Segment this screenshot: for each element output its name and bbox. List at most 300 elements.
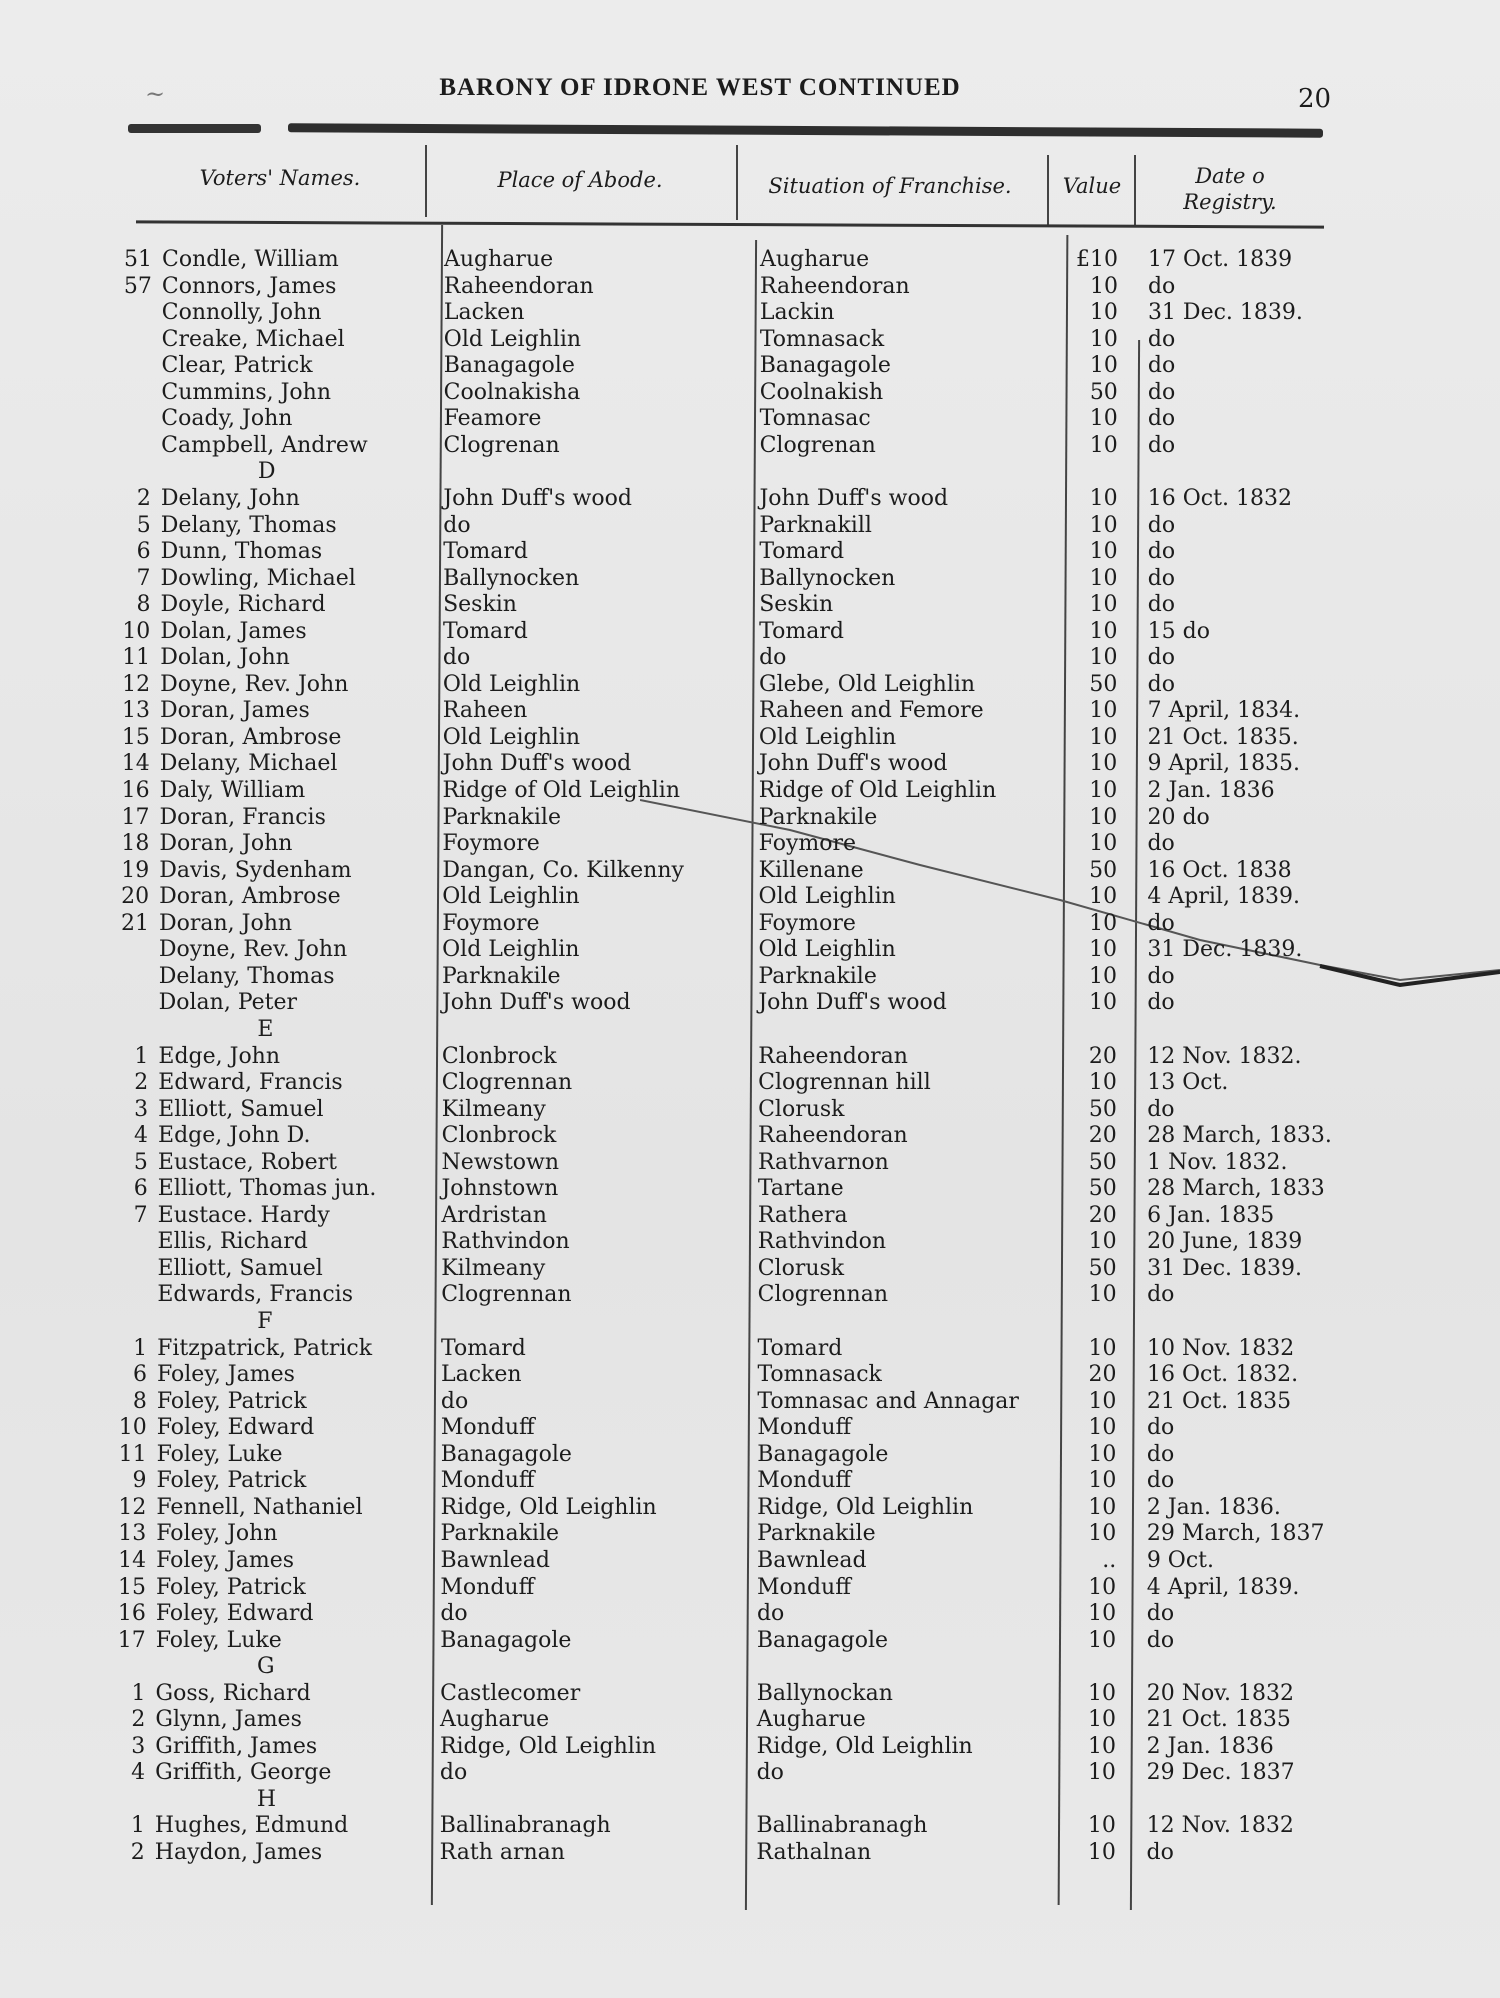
date-of-registry: 31 Dec. 1839. [1147,937,1303,963]
table-row [0,1150,1500,1176]
situation-of-franchise: Banagagole [757,1441,889,1467]
voter-name: Creake, Michael [161,326,345,352]
voter-number: 4 [131,1760,146,1786]
voter-number: 2 [131,1707,146,1733]
situation-of-franchise: Old Leighlin [758,884,896,910]
situation-of-franchise: Tomnasack [757,1362,882,1388]
date-of-registry: 4 April, 1839. [1146,1574,1300,1600]
situation-of-franchise: Bawnlead [757,1547,867,1573]
value: 50 [1089,857,1118,883]
voter-name: Delany, Michael [159,751,338,777]
situation-of-franchise: Ballynocken [759,565,896,591]
voter-number: 12 [122,671,151,697]
voter-number: 1 [130,1813,145,1839]
situation-of-franchise: Tartane [757,1176,844,1202]
value: 10 [1088,1601,1117,1627]
voter-number: 2 [134,1070,149,1096]
situation-of-franchise: Parknakill [759,512,872,538]
table-row [0,1521,1500,1547]
table-row [0,406,1500,432]
voter-number: 17 [121,804,150,830]
table-row [0,1362,1500,1388]
situation-of-franchise: Tomard [757,1335,843,1361]
voter-name: Foley, James [156,1362,295,1388]
value: 10 [1088,1468,1117,1494]
value: 10 [1089,326,1118,352]
value: 50 [1089,379,1118,405]
place-of-abode: Rathvindon [441,1229,570,1255]
voter-name: Griffith, James [155,1733,318,1759]
date-of-registry: 15 do [1147,618,1210,644]
value: 10 [1088,1441,1117,1467]
date-of-registry: do [1146,1840,1174,1865]
value: 10 [1087,1760,1116,1786]
situation-of-franchise: Foymore [758,831,857,857]
voter-name: Haydon, James [154,1840,323,1865]
date-of-registry: do [1147,671,1175,697]
voter-name: Griffith, George [155,1760,332,1786]
date-of-registry: 29 March, 1837 [1146,1521,1325,1547]
date-of-registry: do [1147,273,1176,299]
value: 10 [1088,1335,1117,1361]
date-of-registry: 1 Nov. 1832. [1147,1149,1288,1175]
value: 10 [1088,1070,1117,1096]
voter-name: Foley, John [156,1521,278,1547]
value: 20 [1088,1362,1117,1388]
table-row [0,1282,1500,1308]
table-row [0,1548,1500,1574]
place-of-abode: Johnstown [441,1176,559,1202]
date-of-registry: do [1147,910,1175,936]
section-letter: F [257,1309,273,1334]
value: 50 [1088,1096,1117,1122]
voter-number: 7 [133,1202,148,1228]
situation-of-franchise: do [756,1760,784,1786]
voter-name: Campbell, Andrew [161,432,368,458]
section-letter: D [257,459,276,485]
voter-number: 57 [123,273,152,299]
voter-number: 5 [133,1149,148,1175]
place-of-abode: Old Leighlin [442,937,580,963]
voter-name: Foley, Luke [155,1627,282,1653]
situation-of-franchise: Monduff [757,1415,852,1441]
value: 10 [1089,778,1118,803]
situation-of-franchise: Old Leighlin [758,724,897,750]
situation-of-franchise: Killenane [758,857,864,883]
place-of-abode: Monduff [440,1574,535,1600]
place-of-abode: Clogrenan [443,432,560,458]
place-of-abode: Foymore [442,910,540,936]
place-of-abode: Augharue [440,1707,550,1733]
value: 10 [1089,485,1118,511]
voter-name: Fennell, Nathaniel [156,1494,363,1520]
date-of-registry: 12 Nov. 1832 [1146,1813,1294,1839]
date-of-registry: do [1146,1468,1175,1494]
value: 10 [1089,432,1118,458]
voter-number: 51 [124,247,152,272]
voter-name: Delany, Thomas [158,963,335,989]
voter-number: 2 [130,1840,145,1865]
table-row [0,990,1500,1016]
voter-name: Connolly, John [161,300,322,326]
value: 10 [1089,565,1118,591]
place-of-abode: Old Leighlin [442,724,581,750]
table-row [0,1707,1500,1733]
date-of-registry: 20 June, 1839 [1147,1229,1303,1255]
date-of-registry: do [1146,1441,1175,1467]
value: 10 [1089,724,1118,750]
table-row [0,1070,1500,1096]
voter-name: Dolan, James [160,618,307,644]
value: 50 [1088,1176,1117,1202]
date-of-registry: 17 Oct. 1839 [1148,247,1293,272]
value: 10 [1088,1388,1117,1414]
value: .. [1102,1547,1117,1573]
voter-name: Elliott, Samuel [158,1096,324,1122]
table-row [0,1468,1500,1494]
date-of-registry: 2 Jan. 1836 [1147,778,1275,803]
voter-name: Edge, John D. [158,1123,311,1149]
table-row [0,300,1500,326]
voter-name: Eustace, Robert [157,1149,337,1175]
place-of-abode: Seskin [443,592,517,618]
voter-name: Dolan, Peter [158,990,298,1016]
situation-of-franchise: Glebe, Old Leighlin [759,671,976,697]
situation-of-franchise: Ballynockan [756,1680,893,1706]
situation-of-franchise: Tomnasac and Annagar [757,1388,1019,1414]
voter-name: Goss, Richard [155,1680,311,1706]
voter-name: Doyne, Rev. John [158,937,348,963]
situation-of-franchise: Banagagole [759,353,891,379]
table-row [0,247,1500,273]
voter-number: 20 [121,884,150,910]
place-of-abode: Lacken [443,300,525,326]
table-row [0,831,1500,857]
voter-number: 16 [121,778,150,803]
voter-number: 12 [118,1494,147,1520]
table-row [0,937,1500,963]
value: 10 [1089,273,1118,299]
value: 10 [1089,884,1118,910]
place-of-abode: Old Leighlin [442,671,581,697]
situation-of-franchise: Parknakile [757,1521,876,1547]
value: 10 [1089,910,1118,936]
place-of-abode: Ridge, Old Leighlin [439,1733,657,1759]
place-of-abode: John Duff's wood [441,990,631,1016]
date-of-registry: do [1147,379,1176,405]
situation-of-franchise: Clogrennan [757,1282,889,1308]
table-row [0,539,1500,565]
place-of-abode: Parknakile [442,963,561,989]
value: 10 [1088,1707,1117,1733]
date-of-registry: do [1146,1415,1175,1441]
table-row [0,486,1500,512]
value: 10 [1089,592,1118,618]
value: 50 [1089,671,1118,697]
voter-number: 18 [121,831,150,857]
value: 10 [1089,353,1118,379]
place-of-abode: Tomard [442,618,528,644]
value: 10 [1088,1494,1117,1520]
place-of-abode: Clogrennan [441,1070,573,1096]
date-of-registry: do [1147,963,1175,989]
situation-of-franchise: Rathvindon [757,1229,887,1255]
value: 10 [1089,300,1118,326]
voter-name: Dowling, Michael [160,565,356,591]
voter-name: Dunn, Thomas [160,539,323,565]
date-of-registry: do [1147,539,1176,565]
table-row [0,592,1500,618]
table-row [0,380,1500,406]
table-row [0,725,1500,751]
place-of-abode: Kilmeany [441,1096,546,1122]
value: 10 [1087,1733,1116,1759]
table-row [0,1389,1500,1415]
date-of-registry: 21 Oct. 1835 [1146,1707,1291,1733]
value: 50 [1088,1149,1117,1175]
date-of-registry: do [1147,406,1176,432]
voter-number: 14 [118,1547,147,1573]
table-row [0,1813,1500,1839]
table-row [0,1575,1500,1601]
value: 10 [1088,1627,1117,1653]
value: 50 [1088,1255,1117,1281]
date-of-registry: do [1147,353,1176,379]
column-header-situation-of-franchise: Situation of Franchise. [768,174,1012,198]
place-of-abode: Bawnlead [440,1547,551,1573]
voter-number: 7 [136,565,151,591]
voter-name: Doran, Ambrose [159,884,341,910]
section-letter: G [256,1654,275,1680]
page-number: 20 [1298,84,1332,114]
date-of-registry: do [1146,1627,1175,1653]
voter-name: Edwards, Francis [157,1282,353,1308]
table-row [0,1229,1500,1255]
situation-of-franchise: Clorusk [757,1255,845,1281]
voter-number: 15 [118,1574,146,1600]
place-of-abode: Tomard [443,539,528,565]
table-row [0,1097,1500,1123]
date-of-registry: 16 Oct. 1838 [1147,857,1292,883]
situation-of-franchise: Tomnasac [759,406,871,432]
table-row [0,1734,1500,1760]
situation-of-franchise: John Duff's wood [758,990,947,1016]
place-of-abode: Coolnakisha [443,379,581,405]
date-of-registry: 10 Nov. 1832 [1147,1335,1295,1361]
situation-of-franchise: Augharue [760,247,870,272]
date-of-registry: 28 March, 1833 [1147,1176,1325,1202]
table-row [0,672,1500,698]
date-of-registry: 12 Nov. 1832. [1147,1043,1302,1069]
voter-name: Foley, Patrick [156,1574,306,1600]
value: 10 [1087,1840,1116,1865]
voter-name: Coady, John [161,406,293,432]
date-of-registry: 16 Oct. 1832 [1147,485,1292,511]
place-of-abode: do [440,1388,469,1414]
date-of-registry: 20 do [1147,804,1210,830]
date-of-registry: 2 Jan. 1836 [1146,1733,1274,1759]
section-letter: E [257,1016,274,1042]
value: 10 [1088,990,1117,1016]
voter-number: 1 [133,1335,148,1361]
situation-of-franchise: Ridge, Old Leighlin [757,1494,974,1520]
situation-of-franchise: John Duff's wood [759,485,949,511]
value: 10 [1087,1813,1116,1839]
place-of-abode: Banagagole [440,1627,572,1653]
voter-name: Foley, Patrick [156,1388,307,1414]
table-row [0,327,1500,353]
place-of-abode: Clonbrock [441,1123,557,1149]
date-of-registry: do [1147,565,1176,591]
voter-name: Doran, Ambrose [159,724,342,750]
date-of-registry: 9 April, 1835. [1147,751,1301,777]
situation-of-franchise: Monduff [757,1574,851,1600]
voter-number: 8 [136,592,151,618]
voter-number: 2 [136,485,151,511]
situation-of-franchise: Raheendoran [758,1043,908,1069]
date-of-registry: do [1147,831,1175,857]
place-of-abode: Ballynocken [443,565,580,591]
voter-name: Dolan, John [160,645,290,671]
value: 10 [1089,618,1118,644]
date-of-registry: 28 March, 1833. [1147,1123,1332,1149]
place-of-abode: do [439,1760,468,1786]
voter-name: Elliott, Thomas jun. [157,1176,377,1202]
place-of-abode: Ballinabranagh [439,1813,611,1839]
situation-of-franchise: do [759,645,787,671]
table-row [0,619,1500,645]
date-of-registry: 29 Dec. 1837 [1146,1760,1295,1786]
voter-name: Davis, Sydenham [159,857,352,883]
value: 10 [1088,1282,1117,1308]
voter-number: 13 [121,698,150,724]
table-row [0,1123,1500,1149]
date-of-registry: 2 Jan. 1836. [1146,1494,1281,1520]
situation-of-franchise: Monduff [757,1468,852,1494]
place-of-abode: Castlecomer [440,1680,581,1706]
value: 10 [1089,937,1118,963]
place-of-abode: Kilmeany [441,1255,546,1281]
date-of-registry: 21 Oct. 1835. [1147,724,1299,750]
voter-number: 21 [121,910,149,936]
voter-name: Doran, James [159,698,310,724]
situation-of-franchise: Ridge, Old Leighlin [756,1733,973,1759]
place-of-abode: Old Leighlin [443,326,582,352]
value: £10 [1076,247,1118,272]
date-of-registry: 31 Dec. 1839. [1147,1255,1303,1281]
value: 10 [1089,645,1118,671]
voter-name: Foley, James [156,1547,295,1573]
table-row [0,884,1500,910]
date-of-registry: 4 April, 1839. [1147,884,1300,910]
place-of-abode: Banagagole [443,353,575,379]
table-row [0,274,1500,300]
column-header-date-line1: Date o [1195,164,1265,188]
situation-of-franchise: Raheen and Femore [758,698,984,724]
situation-of-franchise: Coolnakish [759,379,884,405]
date-of-registry: 31 Dec. 1839. [1147,300,1303,326]
date-of-registry: do [1146,1601,1175,1627]
voter-name: Doran, Francis [159,804,326,830]
date-of-registry: do [1147,1282,1175,1308]
value: 10 [1089,512,1118,538]
situation-of-franchise: Augharue [756,1707,866,1733]
situation-of-franchise: Old Leighlin [758,937,896,963]
voter-number: 19 [121,857,150,883]
date-of-registry: 6 Jan. 1835 [1147,1202,1275,1228]
column-header-place-of-abode: Place of Abode. [497,168,663,192]
place-of-abode: Old Leighlin [442,884,580,910]
place-of-abode: Parknakile [442,804,561,830]
voter-number: 13 [118,1521,147,1547]
value: 10 [1089,698,1118,724]
situation-of-franchise: Rathera [757,1202,848,1228]
situation-of-franchise: Clogrennan hill [758,1070,931,1096]
voter-name: Clear, Patrick [161,353,313,379]
situation-of-franchise: Parknakile [758,963,877,989]
place-of-abode: Tomard [441,1335,526,1361]
place-of-abode: Banagagole [440,1441,572,1467]
place-of-abode: do [443,512,471,538]
value: 10 [1088,1229,1117,1255]
table-row [0,353,1500,379]
voter-number: 17 [117,1627,146,1653]
column-header-date-line2: Registry. [1183,190,1277,214]
table-row [0,1256,1500,1282]
voter-name: Edward, Francis [158,1070,343,1096]
date-of-registry: do [1147,645,1175,671]
date-of-registry: 16 Oct. 1832. [1146,1362,1299,1388]
voter-name: Doyne, Rev. John [160,671,349,697]
place-of-abode: Monduff [440,1415,535,1441]
voter-name: Delany, Thomas [160,512,337,538]
date-of-registry: 21 Oct. 1835 [1146,1388,1292,1414]
voter-name: Ellis, Richard [157,1229,308,1255]
voter-number: 6 [133,1176,148,1202]
table-row [0,433,1500,459]
voter-number: 8 [132,1388,147,1414]
value: 10 [1089,963,1118,989]
date-of-registry: 13 Oct. [1147,1070,1229,1096]
situation-of-franchise: Tomard [759,539,845,565]
voter-number: 5 [136,512,151,538]
voter-number: 11 [122,645,151,671]
table-row [0,1442,1500,1468]
place-of-abode: do [440,1601,468,1627]
voter-number: 1 [134,1043,149,1069]
voter-number: 6 [136,539,151,565]
table-row [0,1681,1500,1707]
voter-number: 11 [118,1441,147,1467]
voter-name: Condle, William [162,247,339,272]
date-of-registry: do [1147,512,1176,538]
date-of-registry: do [1147,990,1175,1016]
voter-name: Foley, Patrick [156,1468,307,1494]
place-of-abode: Clogrennan [441,1282,572,1308]
table-row [0,1495,1500,1521]
situation-of-franchise: Ridge of Old Leighlin [758,778,997,803]
section-letter: H [256,1786,277,1812]
value: 10 [1088,1415,1117,1441]
situation-of-franchise: Ballinabranagh [756,1813,928,1839]
value: 10 [1089,804,1118,830]
voter-number: 10 [122,618,151,644]
table-row [0,698,1500,724]
place-of-abode: Ridge, Old Leighlin [440,1494,657,1520]
voter-name: Foley, Luke [156,1441,283,1467]
voter-number: 9 [132,1468,147,1494]
date-of-registry: do [1147,326,1176,352]
